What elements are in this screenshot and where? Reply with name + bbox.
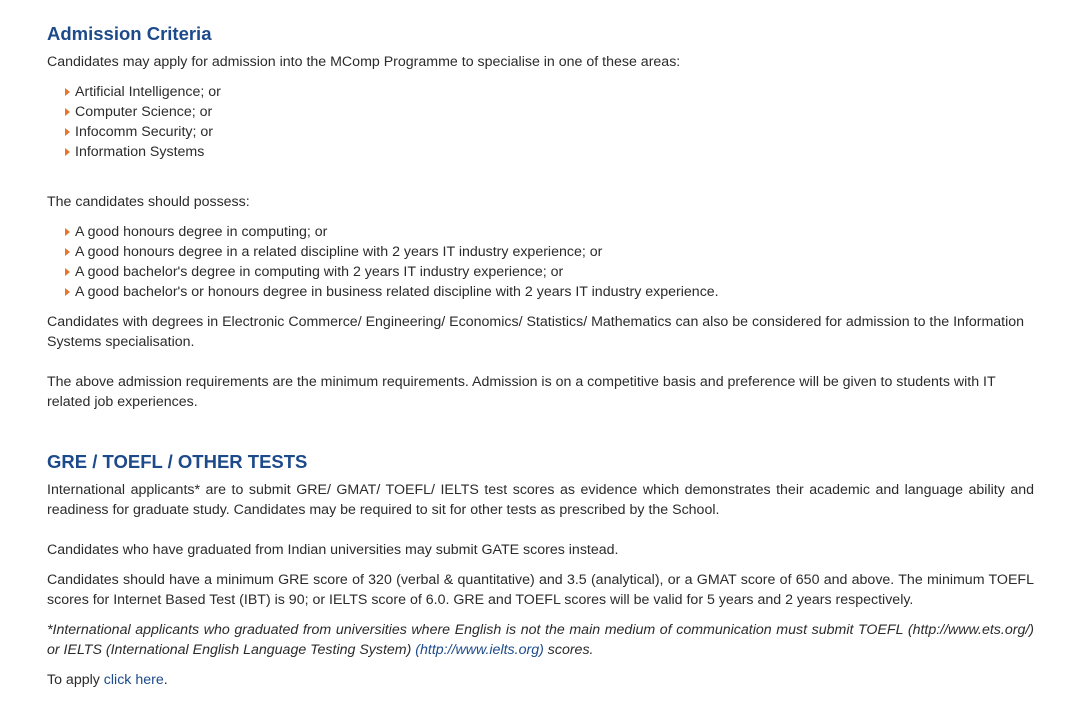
tests-paragraph: International applicants* are to submit GRE/ GMAT/ TOEFL/ IELTS test scores as evidence which demonstrates their academic and language ability and readiness for graduate study. Candidates may be required to sit for other tests as prescribed by the School. <box>47 482 1034 518</box>
minimum-requirements-note: The above admission requirements are the minimum requirements. Admission is on a competitive basis and preference will be given to students with IT related job experiences. <box>47 374 996 410</box>
specialisation-list <box>47 82 1034 162</box>
list-item <box>65 222 1034 242</box>
list-item-text: A good bachelor's or honours degree in business related discipline with 2 years IT industry experience. <box>75 284 719 300</box>
degrees-note: Candidates with degrees in Electronic Commerce/ Engineering/ Economics/ Statistics/ Mathematics can also be considered for admission to the Information Systems specialisation. <box>47 314 1025 350</box>
list-item <box>65 282 1034 302</box>
bullet-arrow-icon <box>65 228 70 236</box>
list-item-text: A good honours degree in a related discipline with 2 years IT industry experience; or <box>75 244 603 260</box>
gate-paragraph: Candidates who have graduated from Indian universities may submit GATE scores instead. <box>47 542 619 558</box>
tests-heading: GRE / TOEFL / OTHER TESTS <box>47 451 308 472</box>
list-item <box>65 262 1034 282</box>
bullet-arrow-icon <box>65 268 70 276</box>
ielts-link[interactable]: (http://www.ielts.org) <box>415 642 544 658</box>
possess-intro: The candidates should possess: <box>47 194 250 210</box>
list-item-text: Information Systems <box>75 144 205 160</box>
scores-paragraph: Candidates should have a minimum GRE score of 320 (verbal & quantitative) and 3.5 (analytical), or a GMAT score of 650 and above. The minimum TOEFL scores for Internet Based Test (IBT) is 90; or IELTS score of 6.0. GRE and TOEFL scores will be valid for 5 years and 2 years respectively. <box>47 572 1034 608</box>
bullet-arrow-icon <box>65 88 70 96</box>
list-item <box>65 242 1034 262</box>
footnote-text: *International applicants who graduated from universities where English is not the main medium of communication must submit TOEFL (http://www.ets.org/) or IELTS (International English Language Testing System) <box>47 622 1034 658</box>
admission-intro: Candidates may apply for admission into the MComp Programme to specialise in one of these areas: <box>47 54 681 70</box>
footnote-suffix: scores. <box>543 642 594 658</box>
apply-link[interactable]: click here <box>103 672 164 688</box>
bullet-arrow-icon <box>65 248 70 256</box>
admission-criteria-heading: Admission Criteria <box>47 23 212 44</box>
bullet-arrow-icon <box>65 128 70 136</box>
bullet-arrow-icon <box>65 108 70 116</box>
apply-line <box>47 670 1034 690</box>
apply-prefix: To apply <box>47 672 104 688</box>
requirements-list <box>47 222 1034 302</box>
list-item <box>65 102 1034 122</box>
list-item <box>65 122 1034 142</box>
bullet-arrow-icon <box>65 288 70 296</box>
list-item <box>65 142 1034 162</box>
footnote-paragraph <box>47 620 1034 660</box>
list-item <box>65 82 1034 102</box>
list-item-text: Artificial Intelligence; or <box>75 84 221 100</box>
bullet-arrow-icon <box>65 148 70 156</box>
list-item-text: A good bachelor's degree in computing with 2 years IT industry experience; or <box>75 264 564 280</box>
list-item-text: Infocomm Security; or <box>75 124 213 140</box>
list-item-text: Computer Science; or <box>75 104 213 120</box>
list-item-text: A good honours degree in computing; or <box>75 224 328 240</box>
apply-suffix: . <box>163 672 168 688</box>
